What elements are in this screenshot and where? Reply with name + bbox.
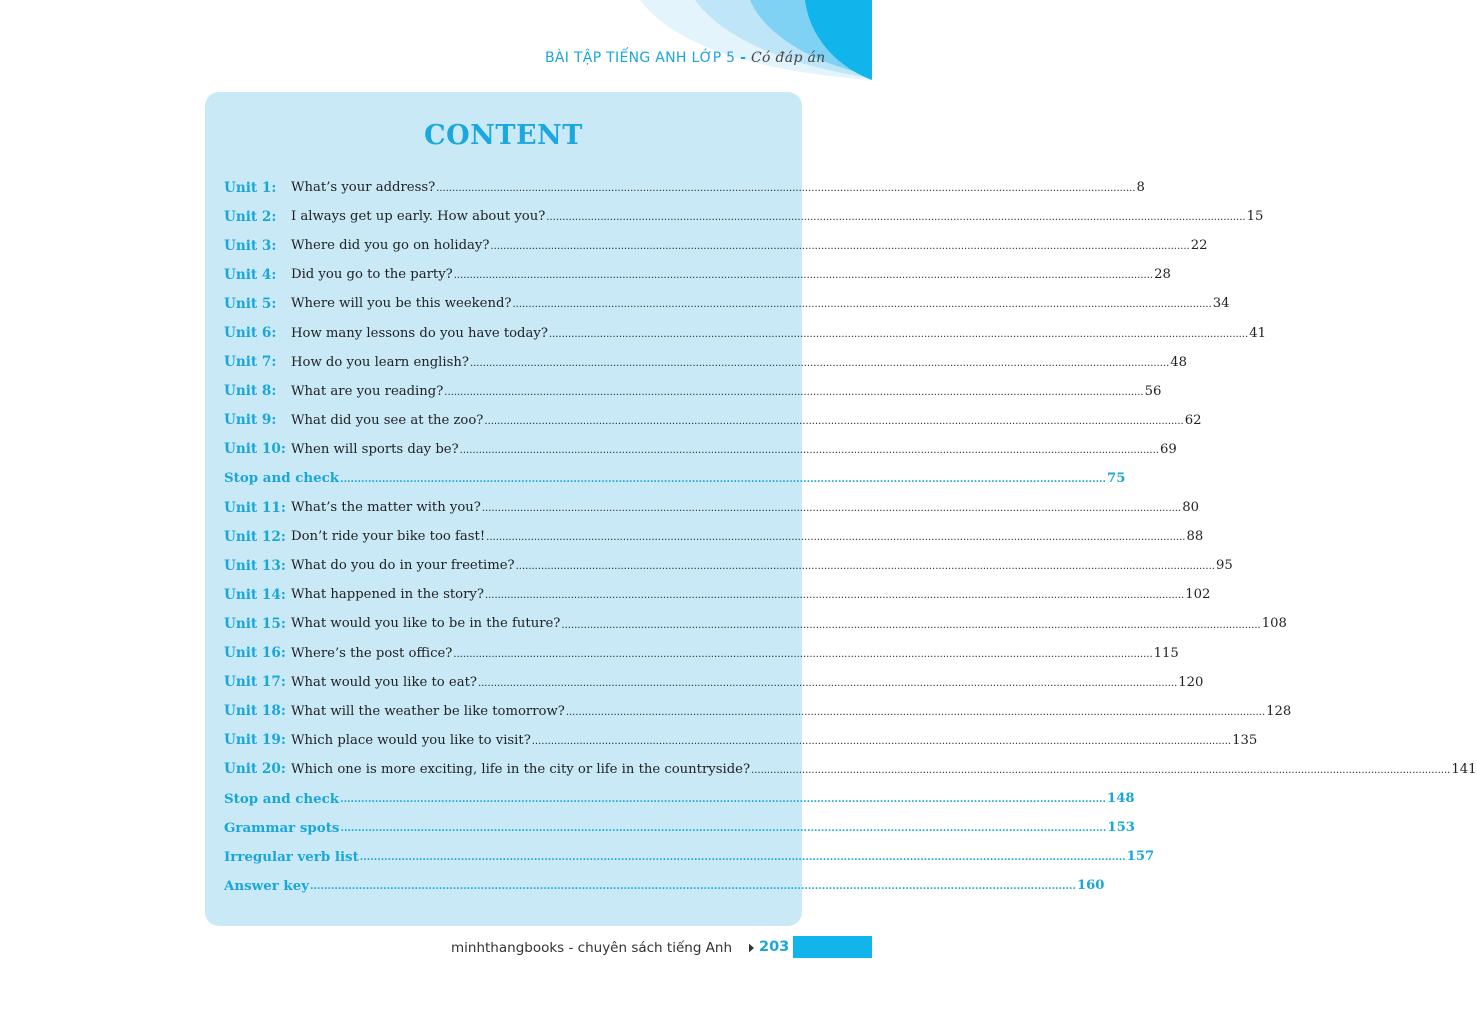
toc-entry-title: Where’s the post office? [291,645,453,661]
toc-unit-label: Unit 6: [224,325,277,342]
toc-unit-row [224,435,1177,464]
toc-entry-title: Irregular verb list [224,848,359,865]
toc-dot-leader: ............................................................................................................................................................................................................................ [484,590,1185,602]
toc-unit-row [224,726,1258,755]
toc-page-number: 8 [1136,180,1145,196]
toc-entry-title: Where did you go on holiday? [291,238,490,254]
toc-unit-row [224,231,1208,260]
toc-entry-title: Don’t ride your bike too fast! [291,529,486,545]
toc-page-number: 15 [1246,209,1264,225]
toc-page-number: 160 [1076,878,1105,894]
toc-page-number: 28 [1154,267,1171,283]
toc-unit-label: Unit 12: [224,528,286,545]
toc-page-number: 75 [1107,470,1126,486]
toc-dot-leader: ............................................................................................................................................................................................................................ [469,357,1170,369]
toc-entry-title: What will the weather be like tomorrow? [291,703,565,719]
toc-dot-leader: ............................................................................................................................................................................................................................ [340,474,1107,486]
toc-dot-leader: ............................................................................................................................................................................................................................ [515,561,1215,573]
toc-entry-title: Grammar spots [224,819,340,836]
toc-entry-title: What do you do in your freetime? [291,558,515,574]
toc-unit-row [224,551,1233,580]
toc-entry-title: I always get up early. How about you? [291,209,546,225]
toc-entry-title: What’s your address? [291,180,436,196]
toc-dot-leader: ............................................................................................................................................................................................................................ [340,823,1107,835]
toc-unit-row [224,202,1264,231]
toc-unit-row [224,580,1211,609]
toc-entry-title: Stop and check [224,790,340,807]
toc-page-number: 120 [1178,674,1204,690]
toc-page-number: 80 [1182,500,1199,516]
footer-arrow-notch [746,941,749,955]
toc-page-number: 148 [1107,791,1135,807]
toc-dot-leader: ............................................................................................................................................................................................................................ [436,183,1136,195]
toc-unit-label: Unit 16: [224,645,286,662]
toc-section-row [224,464,1126,493]
toc-unit-label: Unit 2: [224,208,277,225]
toc-unit-label: Unit 17: [224,674,286,691]
toc-unit-row [224,173,1145,202]
toc-unit-row [224,522,1204,551]
toc-dot-leader: ............................................................................................................................................................................................................................ [453,648,1153,660]
toc-section-row [224,842,1155,871]
toc-entry-title: Which place would you like to visit? [291,732,531,748]
toc-unit-row [224,318,1266,347]
footer-accent-bar [793,936,872,958]
toc-entry-title: Which one is more exciting, life in the city or life in the countryside? [291,761,751,777]
toc-page-number: 48 [1170,354,1188,370]
toc-page-number: 153 [1107,820,1135,836]
toc-unit-row [224,639,1179,668]
toc-page-number: 95 [1215,558,1233,574]
toc-unit-label: Unit 9: [224,412,277,429]
toc-section-row [224,813,1135,842]
toc-entries [224,173,1477,900]
toc-page-number: 88 [1186,529,1204,545]
toc-unit-row [224,755,1477,784]
toc-dot-leader: ............................................................................................................................................................................................................................ [484,415,1184,427]
toc-dot-leader: ............................................................................................................................................................................................................................ [453,270,1154,282]
toc-unit-label: Unit 5: [224,295,277,312]
toc-unit-row [224,609,1287,638]
toc-page-number: 135 [1232,732,1258,748]
toc-page-number: 22 [1190,238,1208,254]
toc-page-number: 157 [1126,849,1155,865]
toc-dot-leader: ............................................................................................................................................................................................................................ [340,794,1107,806]
toc-unit-label: Unit 10: [224,441,286,458]
toc-unit-row [224,289,1230,318]
toc-dot-leader: ............................................................................................................................................................................................................................ [477,677,1178,689]
toc-dot-leader: ............................................................................................................................................................................................................................ [310,881,1076,893]
book-title [545,50,825,66]
toc-page-number: 128 [1266,703,1292,719]
toc-dot-leader: ............................................................................................................................................................................................................................ [359,852,1126,864]
toc-unit-label: Unit 19: [224,732,286,749]
toc-entry-title: Where will you be this weekend? [291,296,512,312]
book-subtitle: Có đáp án [751,50,826,66]
toc-heading: CONTENT [424,120,583,151]
footer-publisher-text: minhthangbooks - chuyên sách tiếng Anh [451,940,733,956]
toc-unit-label: Unit 20: [224,761,286,778]
toc-dot-leader: ............................................................................................................................................................................................................................ [548,328,1249,340]
toc-entry-title: What are you reading? [291,383,444,399]
toc-dot-leader: ............................................................................................................................................................................................................................ [546,212,1246,224]
toc-page-number: 108 [1261,616,1287,632]
toc-dot-leader: ............................................................................................................................................................................................................................ [459,444,1159,456]
toc-unit-label: Unit 8: [224,383,277,400]
toc-dot-leader: ............................................................................................................................................................................................................................ [512,299,1212,311]
toc-dot-leader: ............................................................................................................................................................................................................................ [751,764,1451,776]
toc-page-number: 69 [1159,441,1177,457]
toc-dot-leader: ............................................................................................................................................................................................................................ [565,706,1266,718]
toc-entry-title: What would you like to be in the future? [291,616,561,632]
toc-page-number: 34 [1212,296,1230,312]
toc-entry-title: What did you see at the zoo? [291,412,484,428]
toc-unit-label: Unit 1: [224,179,277,196]
toc-dot-leader: ............................................................................................................................................................................................................................ [444,386,1144,398]
toc-dot-leader: ............................................................................................................................................................................................................................ [490,241,1190,253]
toc-entry-title: Did you go to the party? [291,267,453,283]
toc-unit-row [224,377,1162,406]
toc-entry-title: What happened in the story? [291,587,484,603]
toc-unit-label: Unit 18: [224,703,286,720]
toc-unit-label: Unit 4: [224,266,277,283]
toc-page-number: 56 [1144,383,1162,399]
page-number: 203 [759,939,790,955]
toc-section-row [224,784,1135,813]
title-dash: - [740,50,747,66]
toc-section-row [224,871,1105,900]
toc-page-number: 102 [1185,587,1211,603]
toc-entry-title: How many lessons do you have today? [291,325,548,341]
toc-unit-row [224,348,1188,377]
toc-entry-title: When will sports day be? [291,441,459,457]
toc-entry-title: What would you like to eat? [291,674,477,690]
toc-page-number: 41 [1249,325,1266,341]
toc-unit-row [224,697,1292,726]
toc-unit-row [224,493,1199,522]
toc-entry-title: Stop and check [224,470,340,487]
header-wave-decoration [600,0,872,80]
toc-entry-title: What’s the matter with you? [291,500,481,516]
toc-unit-label: Unit 7: [224,354,277,371]
toc-dot-leader: ............................................................................................................................................................................................................................ [531,735,1232,747]
toc-page-number: 141 [1451,761,1477,777]
toc-unit-label: Unit 15: [224,615,286,632]
toc-dot-leader: ............................................................................................................................................................................................................................ [486,532,1186,544]
toc-unit-label: Unit 14: [224,586,286,603]
toc-unit-row [224,668,1204,697]
toc-dot-leader: ............................................................................................................................................................................................................................ [481,503,1182,515]
toc-unit-row [224,260,1171,289]
toc-unit-label: Unit 11: [224,499,286,516]
toc-entry-title: Answer key [224,877,310,894]
toc-page-number: 115 [1153,645,1179,661]
book-title-text: BÀI TẬP TIẾNG ANH LỚP 5 [545,50,736,66]
toc-unit-row [224,406,1202,435]
toc-page-number: 62 [1184,412,1202,428]
toc-entry-title: How do you learn english? [291,354,469,370]
toc-dot-leader: ............................................................................................................................................................................................................................ [561,619,1261,631]
toc-unit-label: Unit 13: [224,557,286,574]
toc-unit-label: Unit 3: [224,237,277,254]
